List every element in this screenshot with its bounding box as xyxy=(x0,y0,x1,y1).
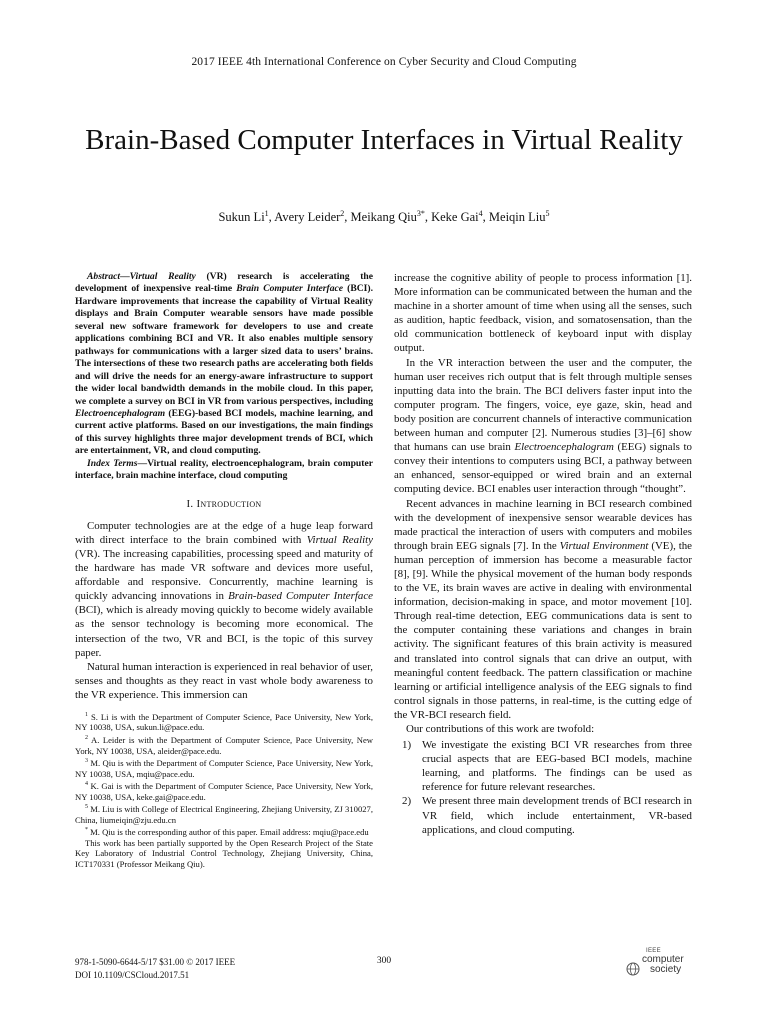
text-run: (VR). The increasing capabilities, processing speed and maturity of the hardware has made VR software and devices more useful, affordable and responsive. Concurrently, machine learning is quickly advancing innovations in xyxy=(75,547,373,603)
affiliation-mark: 2 xyxy=(340,209,345,218)
globe-icon xyxy=(626,962,640,976)
author-separator: , xyxy=(344,210,351,225)
footnote-mark: 2 xyxy=(85,735,88,742)
emphasis: Brain-based Computer Interface xyxy=(228,590,373,603)
footnote-text: This work has been partially supported by the Open Research Project of the State Key Laboratory of Industrial Control Technology, Zhejiang University, China, ICT170331 (Professor Meikang Qiu). xyxy=(75,837,373,869)
abstract-dash: — xyxy=(120,271,130,282)
footnotes xyxy=(75,710,373,869)
emphasis: Electroencephalogram xyxy=(514,441,614,454)
list-item xyxy=(394,794,692,836)
intro-paragraph: Natural human interaction is experienced in real behavior of user, senses and thoughts as they react in vast whole body awareness to the VR experience. This immersion can xyxy=(75,660,373,701)
footnote-mark: * xyxy=(85,827,88,834)
footnote-text: M. Qiu is with the Department of Computer Science, Pace University, New York, NY 10038, USA, mqiu@pace.edu. xyxy=(75,757,373,779)
footnote xyxy=(75,825,373,837)
footnote-mark: 4 xyxy=(85,781,88,788)
abstract-text-part: (EEG)-based BCI models, machine learning, and current active platforms. Based on our investigations, the main findings of this survey highlights three major development trends of BCI, which are entertainment, VR, and cloud computing. xyxy=(75,407,373,457)
text-run: (EEG) signals to convey their intentions to computers using BCI, a pathway between an enhanced, sensor-equipped or wired brain and an external computing device. BCI enables user interaction through “thought”. xyxy=(394,441,692,496)
footnote-mark: 5 xyxy=(85,804,88,811)
body-paragraph xyxy=(394,497,692,723)
intro-paragraph xyxy=(75,519,373,660)
affiliation-mark: 3* xyxy=(416,209,425,218)
list-text: We investigate the existing BCI VR researches from three crucial aspects that are EEG-based BCI models, machine learning, and platforms. The findings can be used as reference for future relevant researches. xyxy=(422,739,692,794)
footnote xyxy=(75,802,373,825)
right-column xyxy=(394,271,692,837)
author-name: Sukun Li xyxy=(218,210,265,225)
page-number: 300 xyxy=(376,956,392,966)
abstract-emphasis: Brain Computer Interface xyxy=(236,283,344,295)
footnote-mark: 3 xyxy=(85,758,88,765)
emphasis: Virtual Reality xyxy=(306,533,373,546)
index-terms-text: —Virtual reality, electroencephalogram, brain computer interface, brain machine interface, cloud computing xyxy=(75,457,373,482)
footnote xyxy=(75,779,373,802)
abstract-text-part: (VR) research is accelerating the development of inexpensive real-time xyxy=(75,271,373,295)
isbn-line: 978-1-5090-6644-5/17 $31.00 © 2017 IEEE xyxy=(75,957,236,967)
abstract-emphasis: Electroencephalogram xyxy=(75,407,166,419)
body-paragraph: Our contributions of this work are twofold: xyxy=(406,723,595,735)
abstract-emphasis: Virtual Reality xyxy=(129,271,196,282)
left-column xyxy=(75,271,373,869)
abstract-label: Abstract xyxy=(87,271,121,282)
section-numeral: I. xyxy=(186,497,194,510)
footnote xyxy=(75,710,373,733)
text-run: (VE), the human perception of immersion has become a measurable factor [8], [9]. While the physical movement of the human body responds to the VE, its brain waves are active in dealing with environmental information, decision-making in space, and motor movement [10]. Through real-time detection, EEG communications data is sent to the computer containing these variations and changes in brain activity. The significant features of this brain activity is measured and translated into control signals that can drive an output, with meaningful content feedback. The pattern classification or machine learning or artificial intelligence analysis of the EEG signals to find control signals in those patterns, in real-time, is the cutting edge of the VR-BCI research field. xyxy=(394,539,692,721)
logo-text-ieee: IEEE xyxy=(646,948,661,954)
footnote-text: A. Leider is with the Department of Computer Science, Pace University, New York, NY 10038, USA, aleider@pace.edu. xyxy=(75,734,373,756)
author-name: Meikang Qiu xyxy=(350,210,417,225)
author-list xyxy=(0,209,768,225)
paper-title: Brain-Based Computer Interfaces in Virtual Reality xyxy=(85,124,683,156)
footnote xyxy=(75,756,373,779)
author-name: Meiqin Liu xyxy=(488,210,546,225)
footnote-mark: 1 xyxy=(85,712,88,719)
affiliation-mark: 1 xyxy=(264,209,269,218)
section-title: Introduction xyxy=(196,497,262,510)
abstract-text xyxy=(75,271,373,458)
footnote-text: S. Li is with the Department of Computer Science, Pace University, New York, NY 10038, USA, sukun.li@pace.edu. xyxy=(75,711,373,733)
abstract-text-part: (BCI). Hardware improvements that increase the capability of Virtual Reality displays and Brain Computer wearable sensors have made possible several new software framework for developers to use and create applications combining BCI and VR. It also enables multiple sensory pathways for communications with a larger sized data to users’ brains. The intersections of these two research paths are accelerating both fields and will drive the needs for an energy-aware infrastructure to support the wider local bandwidth demands in the mobile cloud. In this paper, we complete a survey on BCI in VR from various perspectives, including xyxy=(75,283,373,407)
body-paragraph xyxy=(394,356,692,497)
footnote-text: K. Gai is with the Department of Computer Science, Pace University, New York, NY 10038, USA, keke.gai@pace.edu. xyxy=(75,781,373,802)
emphasis: Virtual Environment xyxy=(559,539,649,552)
index-terms-label: Index Terms xyxy=(87,457,138,469)
footnote xyxy=(75,733,373,756)
text-run: Recent advances in machine learning in BCI research combined with the development of inexpensive sensor wearable devices has made practical the interaction of users with computers and mobiles through brain EEG signals [7]. In the xyxy=(394,497,692,552)
section-heading xyxy=(75,497,373,511)
footnote-text: M. Qiu is the corresponding author of this paper. Email address: mqiu@pace.edu xyxy=(88,827,369,838)
logo-text-computer: computer xyxy=(642,954,684,965)
text-run: (BCI), which is already moving quickly to become widely available as the sensor technology is becoming more economical. The intersection of the two, VR and BCI, is the topic of this survey paper. xyxy=(75,604,373,659)
author-separator: , xyxy=(268,210,275,225)
author-name: Keke Gai xyxy=(431,210,479,225)
list-item xyxy=(394,738,692,794)
ieee-computer-society-logo xyxy=(620,948,700,982)
text-run: Computer technologies are at the edge of a huge leap forward with direct interface to the brain combined with xyxy=(75,519,373,546)
logo-text-society: society xyxy=(650,964,682,975)
list-number: 2) xyxy=(402,795,412,808)
author-name: Avery Leider xyxy=(274,210,341,225)
text-run: In the VR interaction between the user and the computer, the human user receives rich output that is felt through multiple senses inputting data into the brain. The BCI delivers faster input into the computer program. The fingers, voice, eye gaze, skin, head and body position are concurrent channels of interactive communication between human and computer [2]. Numerous studies [3]–[6] show that humans can use brain xyxy=(394,356,692,454)
contribution-list xyxy=(394,738,692,837)
affiliation-mark: 5 xyxy=(545,209,550,218)
abstract xyxy=(75,271,373,483)
list-text: We present three main development trends of BCI research in VR field, which include entertainment, VR-based applications, and cloud computing. xyxy=(422,795,692,836)
footnote-text: M. Liu is with College of Electrical Engineering, Zhejiang University, ZJ 310027, China, liumeiqin@zju.edu.cn xyxy=(75,804,373,825)
author-separator: , xyxy=(424,210,432,225)
body-paragraph: increase the cognitive ability of people to process information [1]. More information can be communicated between the human and the machine in a shorter amount of time when using all the senses, such as audition, haptic feedback, vision, and somatosensation, than the old communication bottleneck of keyboard input with display output. xyxy=(394,272,692,355)
affiliation-mark: 4 xyxy=(478,209,483,218)
footnote xyxy=(75,838,373,870)
index-terms xyxy=(75,458,373,483)
doi-line: DOI 10.1109/CSCloud.2017.51 xyxy=(75,970,190,980)
author-separator: , xyxy=(482,210,489,225)
list-number: 1) xyxy=(402,739,412,752)
conference-header: 2017 IEEE 4th International Conference on Cyber Security and Cloud Computing xyxy=(191,56,577,68)
